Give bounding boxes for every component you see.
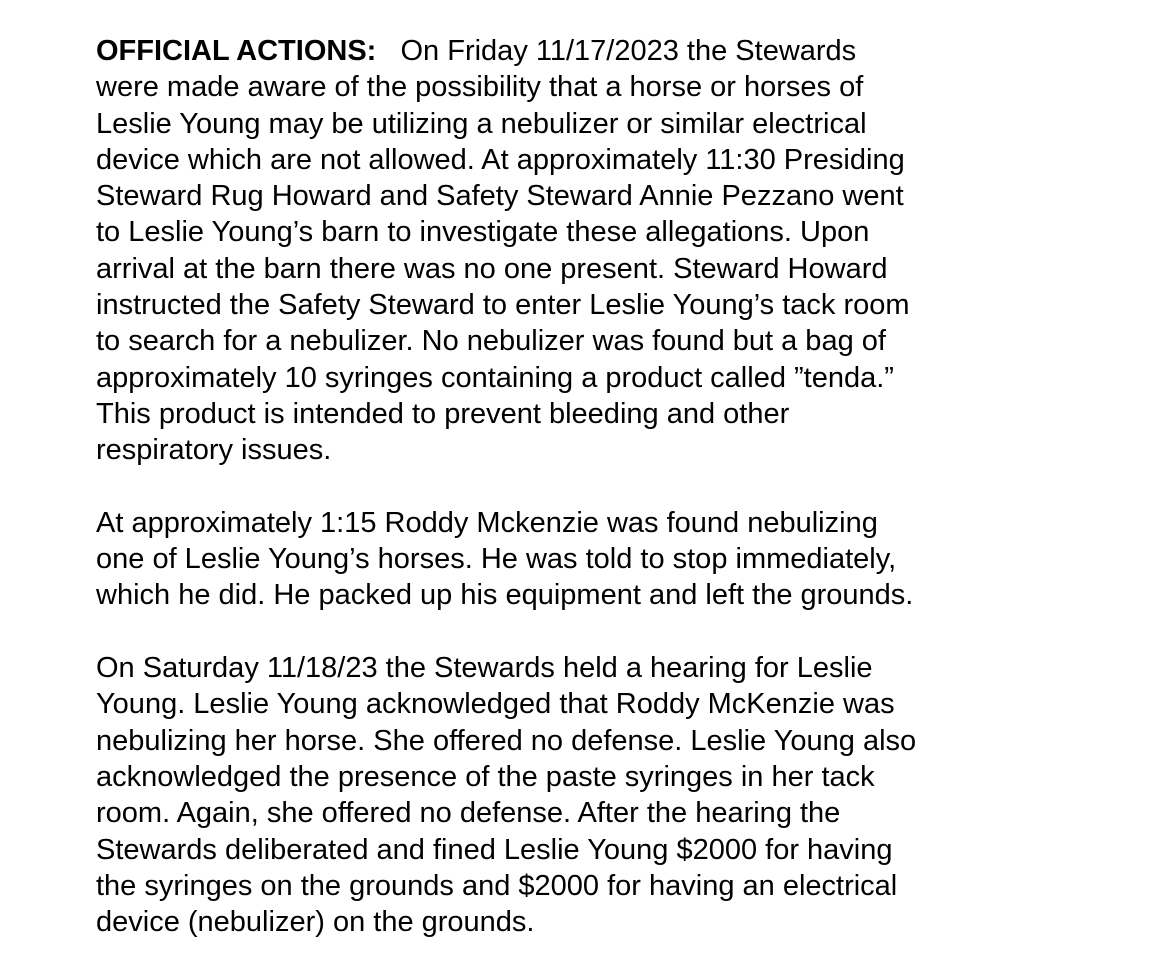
text-line: Leslie Young may be utilizing a nebulizer or similar electrical bbox=[96, 107, 867, 140]
text-line: acknowledged the presence of the paste syringes in her tack bbox=[96, 760, 875, 793]
text-line: Steward Rug Howard and Safety Steward Annie Pezzano went bbox=[96, 180, 904, 213]
paragraph-mckenzie-incident bbox=[96, 505, 1136, 614]
text-line: to Leslie Young’s barn to investigate these allegations. Upon bbox=[96, 216, 870, 249]
text-line: device (nebulizer) on the grounds. bbox=[96, 906, 535, 939]
text-line: approximately 10 syringes containing a product called ”tenda.” bbox=[96, 361, 894, 394]
text-line: This product is intended to prevent bleeding and other bbox=[96, 397, 790, 430]
text-line: room. Again, she offered no defense. After the hearing the bbox=[96, 797, 841, 830]
text-line: instructed the Safety Steward to enter Leslie Young’s tack room bbox=[96, 289, 910, 322]
text-line: At approximately 1:15 Roddy Mckenzie was found nebulizing bbox=[96, 506, 878, 539]
paragraph-official-actions bbox=[96, 33, 1136, 469]
text-line bbox=[96, 33, 1136, 69]
text-line: arrival at the barn there was no one present. Steward Howard bbox=[96, 252, 888, 285]
text-line: respiratory issues. bbox=[96, 434, 332, 467]
text-line: which he did. He packed up his equipment and left the grounds. bbox=[96, 579, 914, 612]
text-line: On Saturday 11/18/23 the Stewards held a hearing for Leslie bbox=[96, 652, 873, 685]
text-line: to search for a nebulizer. No nebulizer was found but a bag of bbox=[96, 325, 886, 358]
text-line: one of Leslie Young’s horses. He was told to stop immediately, bbox=[96, 543, 897, 576]
text-line: the syringes on the grounds and $2000 for having an electrical bbox=[96, 869, 898, 902]
text-line: nebulizing her horse. She offered no defense. Leslie Young also bbox=[96, 724, 917, 757]
text-line: Stewards deliberated and fined Leslie Young $2000 for having bbox=[96, 833, 893, 866]
text-line: device which are not allowed. At approximately 11:30 Presiding bbox=[96, 143, 905, 176]
text-line: Young. Leslie Young acknowledged that Roddy McKenzie was bbox=[96, 688, 895, 721]
paragraph-hearing bbox=[96, 650, 1136, 940]
section-heading: OFFICIAL ACTIONS: bbox=[96, 35, 377, 67]
document-body bbox=[96, 33, 1136, 940]
text-line-content: On Friday 11/17/2023 the Stewards bbox=[376, 35, 857, 67]
text-line: were made aware of the possibility that a horse or horses of bbox=[96, 71, 864, 104]
